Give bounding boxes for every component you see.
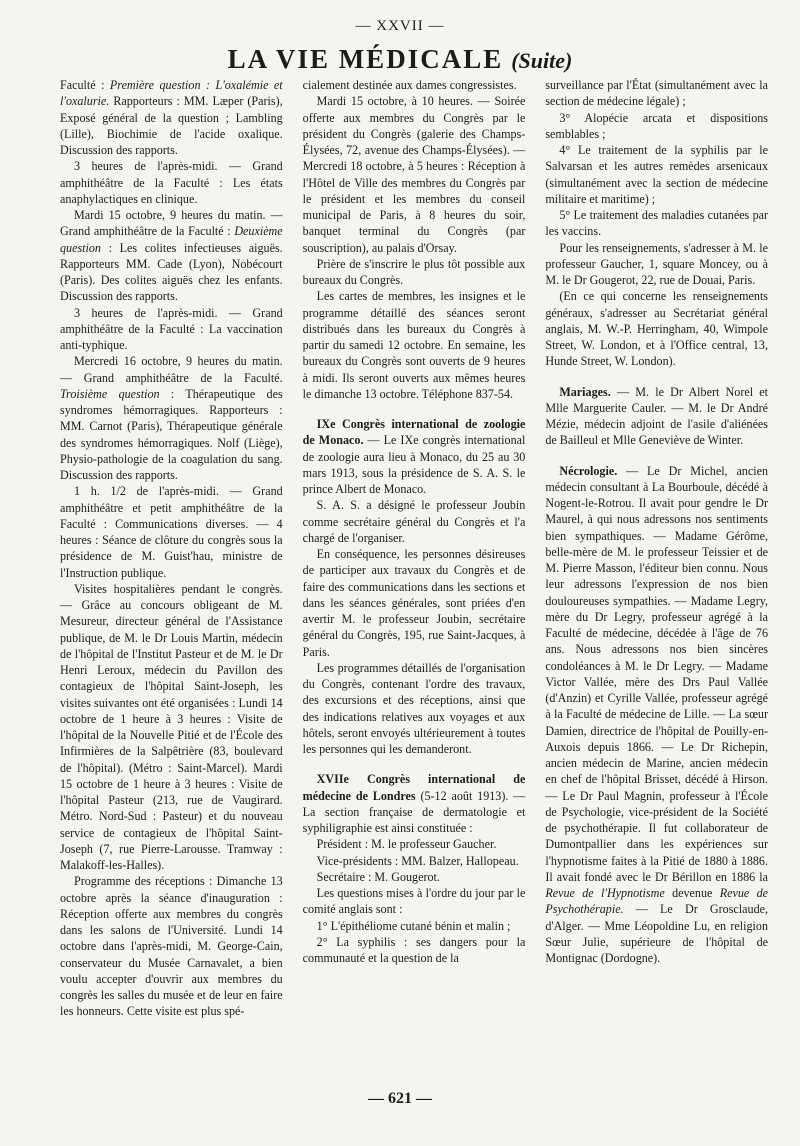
text-run-italic: Revue de l'Hypnotisme: [545, 886, 665, 900]
paragraph: Prière de s'inscrire le plus tôt possible aux bureaux du Congrès.: [302, 256, 526, 287]
page-number: — 621 —: [368, 1090, 432, 1107]
paragraph: Programme des réceptions : Dimanche 13 octobre après la séance d'inauguration : Réception offerte aux membres du congrès dans les salons de l'Université. Lundi 14 octobre dans l'après-midi, M. George-Cain, conservateur du Musée Carnavalet, a bien voulu accepter d'ouvrir aux membres du congrès les salles du musée et de leur en faire les honneurs. Cette visite est plus spé-: [60, 874, 283, 1019]
paragraph: 3° Alopécie arcata et dispositions semblables ;: [545, 110, 769, 141]
text-run: — Le Dr Michel, ancien médecin consultant à La Bourboule, décédé à Nogent-le-Rotrou. Il avait pour gendre le Dr Maurel, à qui nous adressons nos sentiments bien sympathiques. — Madame Gérôme, belle-mère de M. le professeur Teissier et de M. Pierre Masson, l'éditeur bien connu. Nous leur adressons l'expression de nos bien douloureuses sympathies. — Madame Legry, mère du Dr Legry, professeur agrégé à la Faculté de médecine, décédée à l'âge de 76 ans. Nous adressons nos bien sincères condoléances à M. le Dr Legry. — Madame Victor Vallée, mère des Drs Paul Vallée (d'Anzin) et Cyrille Vallée, professeur agrégé à la Faculté de médecine de Lille. — La sœur Damien, directrice de l'hôpital de Pouilly-en-Auxois depuis 1866. — Le Dr Richepin, ancien médecin de Marine, ancien médecin en chef de l'hôpital Brisset, décédé à Hirson. — Le Dr Paul Magnin, professeur à l'École de Psychologie, vice-président de la Société de psychothérapie. Il fut collaborateur de Dumontpallier dans les expériences sur l'hypnotisme faites à la Pitié de 1880 à 1886. Il avait fondé avec le Dr Bérillon en 1886 la: [545, 463, 769, 884]
column-2: [303, 77, 526, 1097]
marriages-notice: [545, 384, 768, 449]
text-run: — M. le Dr Albert Norel et Mlle Marguerite Cauler. — M. le Dr André Mézie, médecin adjoint de l'asile d'aliénées de Bailleul et Mlle Geneviève de Winter.: [545, 384, 769, 448]
paragraph: 1° L'épithéliome cutané bénin et malin ;: [316, 918, 511, 933]
paragraph: surveillance par l'État (simultanément avec la section de médecine légale) ;: [545, 78, 769, 109]
paragraph: Les questions mises à l'ordre du jour par le comité anglais sont :: [302, 886, 526, 917]
paragraph: Secrétaire : M. Gougerot.: [316, 869, 440, 884]
london-congress-notice: [303, 771, 526, 836]
paragraph: Visites hospitalières pendant le congrès. — Grâce au concours obligeant de M. Mesureur, directeur général de l'Assistance publique, de M. le Dr Louis Martin, médecin de l'hôpital de l'Institut Pasteur et de M. le Dr Henri Leroux, médecin du Pavillon des contagieux de l'hôpital Saint-Joseph, les visites suivantes ont été organisées : Lundi 14 octobre de 1 heure à 3 heures : Visite de l'hôpital de la Nouvelle Pitié et de l'École des Infirmières de la Salpêtrière (83, boulevard de l'hôpital). (Métro : Saint-Marcel). Mardi 15 octobre de 1 heure à 3 heures : Visite de l'hôpital Pasteur (213, rue de Vaugirard. Métro. Nord-Sud : Pasteur) et du nouveau service de contagieux de l'hôpital Saint-Joseph (7, rue Pierre-Larousse. Tramway : Malakoff-les-Halles).: [60, 581, 283, 872]
section-heading: Mariages.: [559, 384, 611, 399]
paragraph: [60, 353, 283, 483]
roman-page-number: — XXVII —: [355, 18, 445, 34]
paragraph: 2° La syphilis : ses dangers pour la communauté et la question de la: [302, 934, 526, 965]
text-run: devenue: [664, 886, 720, 900]
paragraph: 3 heures de l'après-midi. — Grand amphithéâtre de la Faculté : La vaccination anti-typhique.: [60, 305, 283, 352]
paragraph: (En ce qui concerne les renseignements généraux, s'adresser au Secrétariat général anglais, M. W.-P. Herringham, 40, Wimpole Street, W. London, et à l'Office central, 13, Hunde Street, W. London).: [545, 289, 769, 369]
obituary-notice: [545, 463, 768, 967]
journal-title-suffix: (Suite): [511, 48, 573, 73]
text-run-italic: Première question : L'oxalémie et l'oxalurie.: [60, 78, 283, 109]
paragraph: S. A. S. a désigné le professeur Joubin comme secrétaire général du Congrès et l'a chargé de l'organiser.: [302, 498, 526, 545]
text-run: — Le IXe congrès international de zoologie aura lieu à Monaco, du 25 au 30 mars 1913, sous la présidence de S. A. S. le prince Albert de Monaco.: [302, 433, 526, 496]
text-run-italic: Revue de Psychothérapie.: [545, 886, 769, 917]
paragraph: Les programmes détaillés de l'organisation du Congrès, contenant l'ordre des travaux, des excursions et des réceptions, ainsi que des indications relatives aux voyages et aux hôtels, seront envoyés ultérieurement à toutes les personnes qui les demanderont.: [302, 660, 526, 756]
paragraph: [60, 77, 283, 158]
section-heading: Nécrologie.: [559, 463, 618, 478]
journal-title-text: LA VIE MÉDICALE: [227, 44, 504, 74]
text-run: Mardi 15 octobre, 9 heures du matin. — Grand amphithéâtre de la Faculté :: [60, 208, 283, 239]
paragraph: 5° Le traitement des maladies cutanées par les vaccins.: [545, 208, 769, 239]
paragraph: Mardi 15 octobre, à 10 heures. — Soirée offerte aux membres du Congrès par le président du Congrès (galerie des Champs-Élysées, 72, avenue des Champs-Élysées). — Mercredi 18 octobre, à 5 heures : Réception à l'Hôtel de Ville des membres du Congrès par le président et les membres du conseil municipal de Paris, à 8 heures du soir, banquet terminal du Congrès (par souscription), au palais d'Orsay.: [302, 94, 526, 255]
paragraph: 4° Le traitement de la syphilis par le Salvarsan et les autres remèdes arsenicaux (simultanément avec la section de médecine militaire et maritime) ;: [545, 143, 769, 206]
section-heading: IXe Congrès international de zoologie de Monaco.: [302, 417, 526, 448]
text-run: — Le Dr Grosclaude, d'Alger. — Mme Léopoldine Lu, en religion Sœur Julie, supérieure de l'hôpital de Montignac (Dordogne).: [545, 902, 769, 965]
text-run: Faculté :: [60, 78, 110, 92]
paragraph: cialement destinée aux dames congressistes.: [302, 78, 517, 92]
text-run: : Les colites infectieuses aiguës. Rapporteurs MM. Cade (Lyon), Nobécourt (Paris). Des colites aiguës chez les enfants. Discussion des rapports.: [60, 240, 283, 304]
article-columns: [60, 77, 768, 1097]
paragraph: Les cartes de membres, les insignes et le programme détaillé des séances seront distribués dans les bureaux du Congrès à partir du samedi 12 octobre. En semaine, les bureaux du Congrès sont ouverts de 9 heures à midi. Ils seront ouverts aux mêmes heures le dimanche 13 octobre. Téléphone 837-54.: [302, 289, 526, 401]
paragraph: Vice-présidents : MM. Balzer, Hallopeau.: [316, 853, 519, 868]
column-1: [60, 77, 283, 1097]
paragraph: Président : M. le professeur Gaucher.: [316, 837, 497, 852]
text-run: Mercredi 16 octobre, 9 heures du matin. — Grand amphithéâtre de la Faculté.: [60, 354, 283, 385]
text-run-italic: Troisième question: [60, 386, 160, 401]
text-run: Rapporteurs : MM. Læper (Paris), Exposé général de la question ; Lambling (Lille), Biochimie de l'acide oxalique. Discussion des rapports.: [60, 94, 283, 157]
text-run: (5-12 août 1913). — La section française de dermatologie et syphiligraphie est ainsi constituée :: [302, 788, 526, 835]
journal-title: [0, 44, 800, 75]
paragraph: 1 h. 1/2 de l'après-midi. — Grand amphithéâtre et petit amphithéâtre de la Faculté : Communications diverses. — 4 heures : Séance de clôture du congrès sous la présidence de M. Guist'hau, ministre de l'Instruction publique.: [60, 484, 283, 580]
text-run-italic: Deuxième question: [60, 224, 283, 255]
paragraph: [60, 207, 283, 305]
zoology-congress-notice: [303, 416, 526, 497]
paragraph: En conséquence, les personnes désireuses de participer aux travaux du Congrès et de faire des communications dans les sections et dans les séances générales, sont priées d'en avertir M. le professeur Joubin, secrétaire général du Congrès, 195, rue Saint-Jacques, à Paris.: [302, 547, 526, 659]
text-run: : Thérapeutique des syndromes hémorragiques. Rapporteurs : MM. Carnot (Paris), Thérapeutique générale des syndromes hémorragiques. Nolf (Liège), Physio-pathologie de la coagulation du sang. Discussion des rapports.: [60, 386, 283, 482]
column-3: [545, 77, 768, 1097]
paragraph: 3 heures de l'après-midi. — Grand amphithéâtre de la Faculté : Les états anaphylactiques en clinique.: [60, 159, 283, 206]
paragraph: Pour les renseignements, s'adresser à M. le professeur Gaucher, 1, square Moncey, ou à M. le Dr Gougerot, 22, rue de Douai, Paris.: [545, 240, 769, 287]
section-heading: XVIIe Congrès international de médecine de Londres: [302, 772, 526, 803]
